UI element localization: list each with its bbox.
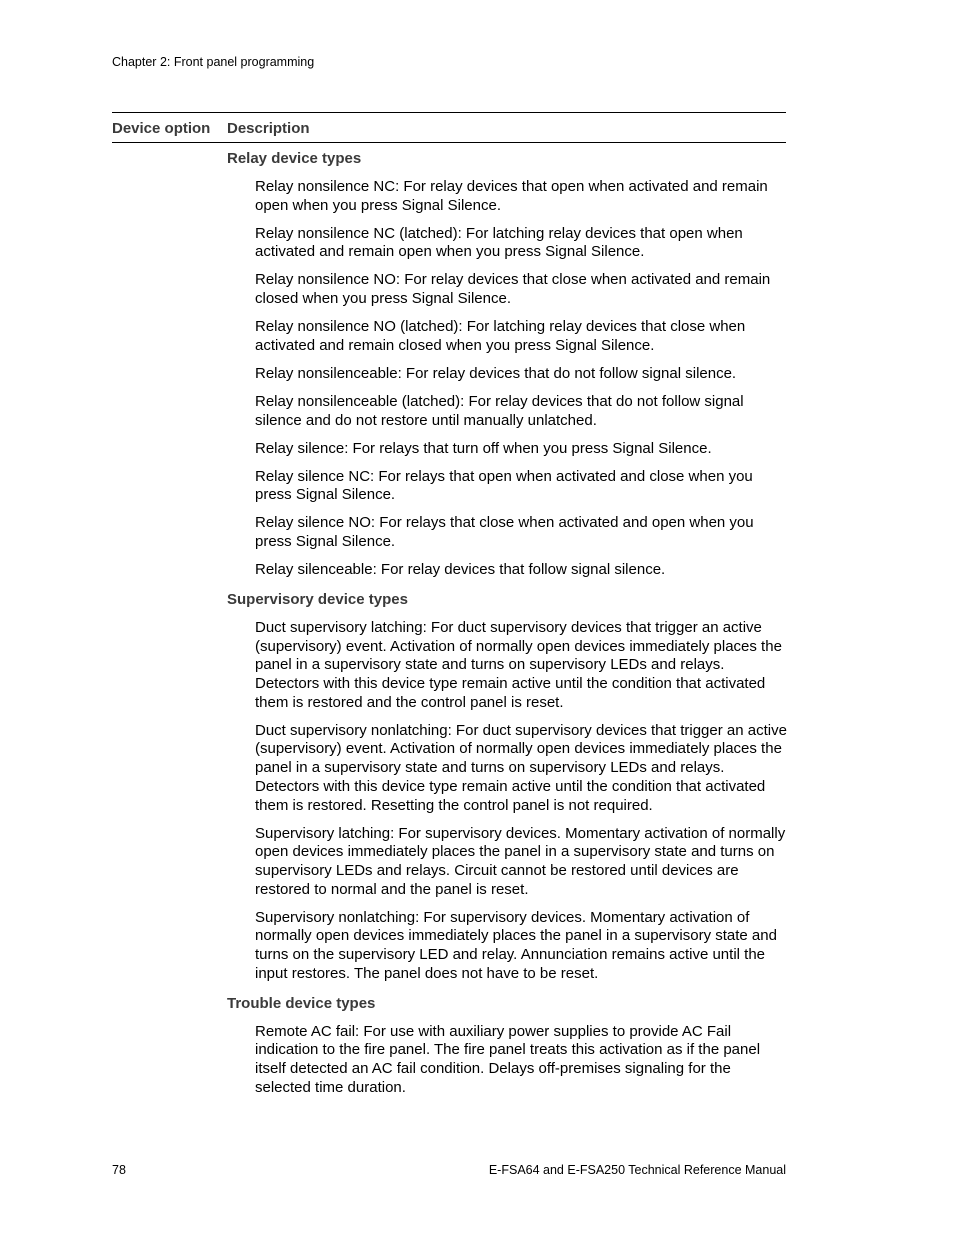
item-list	[227, 1023, 787, 1098]
item-list	[227, 178, 787, 580]
table-header-row	[112, 112, 786, 143]
list-item: Relay silence: For relays that turn off when you press Signal Silence.	[255, 439, 712, 457]
description-column	[227, 148, 787, 1107]
column-header-description: Description	[227, 120, 310, 137]
list-item: Relay nonsilence NC (latched): For latching relay devices that open when activated and remain open when you press Signal Silence.	[255, 224, 743, 261]
list-item: Remote AC fail: For use with auxiliary power supplies to provide AC Fail indication to the fire panel. The fire panel treats this activation as if the panel itself detected an AC fail condition. Delays off-premises signaling for the selected time duration.	[255, 1022, 761, 1096]
item-list	[227, 619, 787, 984]
list-item: Relay nonsilence NO (latched): For latching relay devices that close when activated and remain closed when you press Signal Silence.	[255, 318, 746, 354]
manual-title: E-FSA64 and E-FSA250 Technical Reference Manual	[488, 1163, 786, 1177]
list-item: Relay nonsilence NC: For relay devices that open when activated and remain open when you press Signal Silence.	[255, 178, 768, 214]
list-item: Relay nonsilenceable: For relay devices that do not follow signal silence.	[255, 364, 737, 382]
section-trouble-device-types	[227, 993, 787, 1098]
section-title: Relay device types	[227, 150, 362, 167]
list-item: Relay nonsilence NO: For relay devices that close when activated and remain closed when you press Signal Silence.	[255, 271, 771, 308]
column-header-device-option: Device option	[112, 120, 211, 137]
list-item: Supervisory latching: For supervisory devices. Momentary activation of normally open devices immediately places the panel in a supervisory state and turns on supervisory LEDs and relays. Circuit cannot be restored until devices are restored to normal and the panel is reset.	[255, 824, 786, 898]
section-title: Supervisory device types	[227, 590, 408, 608]
list-item: Duct supervisory nonlatching: For duct supervisory devices that trigger an active (supervisory) event. Activation of normally open devices immediately places the panel in a supervisory state and turns on supervisory LEDs and relays. Detectors with this device type remain active until the condition that activated them is restored. Resetting the control panel is not required.	[255, 721, 787, 814]
section-title: Trouble device types	[227, 994, 376, 1012]
page-number: 78	[112, 1163, 126, 1177]
running-header: Chapter 2: Front panel programming	[112, 55, 315, 69]
list-item: Relay silence NO: For relays that close when activated and open when you press Signal Silence.	[255, 514, 754, 550]
list-item: Supervisory nonlatching: For supervisory devices. Momentary activation of normally open devices immediately places the panel in a supervisory state and turns on the supervisory LED and relay. Annunciation remains active until the input restores. The panel does not have to be reset.	[255, 908, 777, 982]
list-item: Relay nonsilenceable (latched): For relay devices that do not follow signal silence and do not restore until manually unlatched.	[255, 392, 744, 429]
list-item: Relay silenceable: For relay devices that follow signal silence.	[255, 560, 666, 578]
list-item: Relay silence NC: For relays that open when activated and close when you press Signal Silence.	[255, 467, 753, 504]
section-relay-device-types	[227, 148, 787, 580]
section-supervisory-device-types	[227, 589, 787, 984]
list-item: Duct supervisory latching: For duct supervisory devices that trigger an active (supervisory) event. Activation of normally open devices immediately places the panel in a supervisory state and turns on supervisory LEDs and relays. Detectors with this device type remain active until the condition that activated them is restored and the control panel is reset.	[255, 618, 782, 711]
